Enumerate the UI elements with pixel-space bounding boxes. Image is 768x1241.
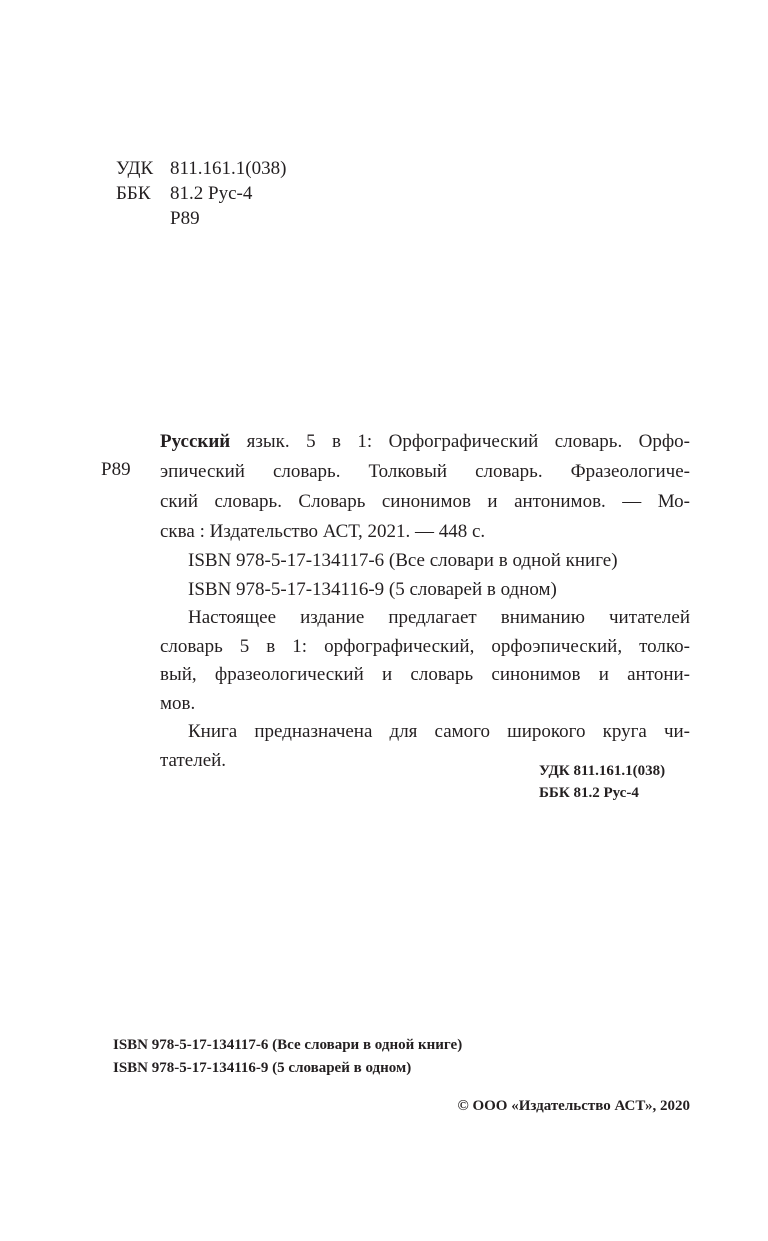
annotation-p1-line-3: вый, фразеологический и словарь синонимов и антони- (160, 664, 690, 685)
entry-author-mark: Р89 (101, 459, 131, 480)
isbn-line-1: ISBN 978-5-17-134117-6 (Все словари в одной книге) (188, 550, 618, 571)
bbk-value: 81.2 Рус-4 (170, 183, 253, 204)
annotation-p1-line-1: Настоящее издание предлагает вниманию читателей (188, 607, 690, 628)
copyright-notice: © ООО «Издательство АСТ», 2020 (457, 1098, 690, 1114)
udk-value: 811.161.1(038) (170, 158, 287, 179)
author-mark-row (116, 206, 286, 231)
author-mark-top: Р89 (170, 208, 200, 229)
bottom-isbn-2: ISBN 978-5-17-134116-9 (5 словарей в одном) (113, 1060, 412, 1076)
right-udk: УДК 811.161.1(038) (539, 763, 666, 779)
entry-title-bold: Русский (160, 431, 231, 452)
annotation-block (160, 547, 690, 775)
bibliographic-entry (160, 427, 690, 547)
entry-line-1-text: язык. 5 в 1: Орфографический словарь. Орфо- (230, 431, 690, 452)
bbk-label: ББК (116, 183, 151, 204)
entry-line-4: сква : Издательство АСТ, 2021. — 448 с. (160, 521, 486, 542)
right-classification (539, 760, 665, 804)
entry-line-2: эпический словарь. Толковый словарь. Фразеологиче- (160, 461, 690, 482)
top-classification (116, 156, 286, 231)
entry-line-1 (160, 427, 690, 457)
annotation-p2-line-2: тателей. (160, 749, 227, 771)
bottom-isbn-block (113, 1034, 462, 1080)
bbk-row (116, 181, 286, 206)
udk-row (116, 156, 286, 181)
right-bbk: ББК 81.2 Рус-4 (539, 785, 639, 801)
annotation-p1-line-4: мов. (160, 692, 196, 714)
entry-line-3: ский словарь. Словарь синонимов и антонимов. — Мо- (160, 491, 690, 512)
annotation-p2-line-1: Книга предназначена для самого широкого круга чи- (188, 721, 690, 742)
bottom-isbn-1: ISBN 978-5-17-134117-6 (Все словари в одной книге) (113, 1037, 463, 1053)
annotation-p1-line-2: словарь 5 в 1: орфографический, орфоэпический, толко- (160, 635, 690, 657)
isbn-line-2: ISBN 978-5-17-134116-9 (5 словарей в одном) (188, 578, 557, 600)
udk-label: УДК (116, 158, 154, 179)
